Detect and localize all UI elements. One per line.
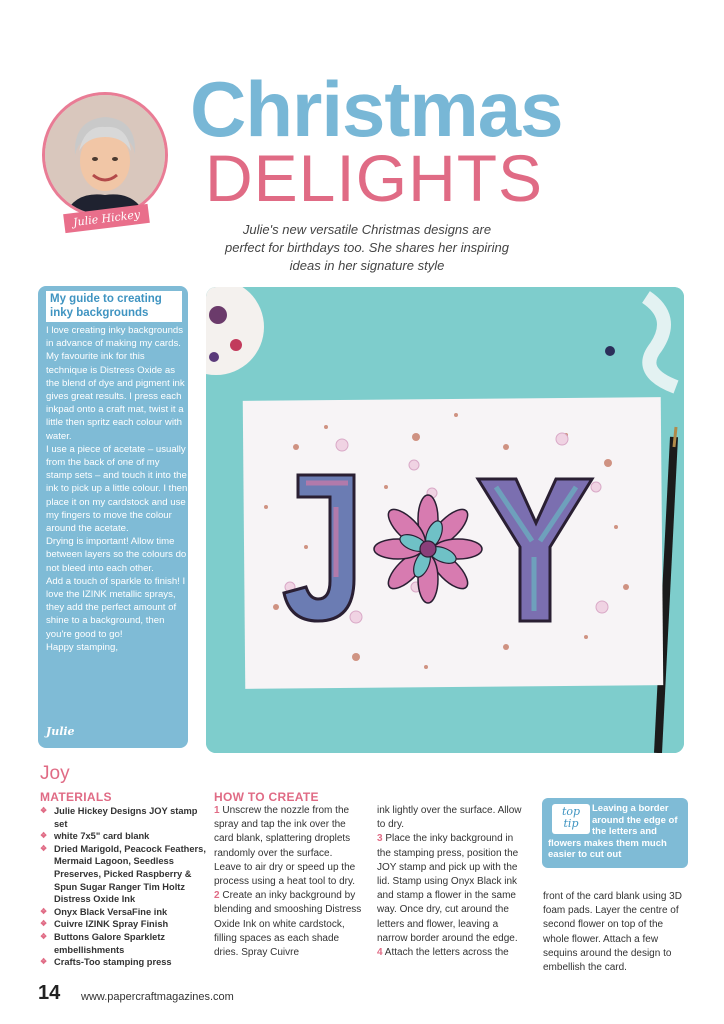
sidebar-paragraph: Happy stamping, (46, 641, 118, 653)
step-text: Create an inky background by blending and smooshing Distress Oxide Ink on white cardstock, filling spaces as each shade dries. Spray Cuivre (214, 890, 362, 959)
materials-list (40, 805, 212, 969)
materials-item: ❖ Dried Marigold, Peacock Feathers, Mermaid Lagoon, Seedless Preserves, Picked Raspberry & Spun Sugar Ranger Tim Holtz Distress Oxide Ink (40, 843, 212, 906)
author-portrait (42, 92, 168, 218)
step-paragraph (377, 946, 523, 960)
materials-item: ❖ Cuivre IZINK Spray Finish (40, 918, 212, 931)
instructions-column-1 (214, 804, 362, 960)
sidebar-paragraph: I use a piece of acetate – usually from the back of one of my stamp sets – and touch it into the ink to pick up a little colour. I then place it on my cardstock and use my fingers to move the colour around the acetate. (46, 443, 188, 535)
author-photo-illustration (45, 95, 165, 215)
top-tip-text: Leaving a border around the edge of the letters and flowers makes them much easier to cut out (548, 803, 678, 861)
step-paragraph (543, 890, 691, 975)
materials-item: ❖ Onyx Black VersaFine ink (40, 906, 212, 919)
instructions-column-3 (543, 890, 691, 975)
step-text: Place the inky background in the stamping press, position the JOY stamp and pick up with the lid. Stamp using Onyx Black ink and stamp a flower in the same way. Once dry, cut around the letters and flower, leaving a narrow border around the edge. (377, 833, 519, 944)
page-title-line1: Christmas (190, 65, 563, 153)
sidebar-signature: Julie (46, 725, 75, 738)
footer-url: www.papercraftmagazines.com (81, 991, 234, 1003)
step-text: front of the card blank using 3D foam pads. Layer the centre of second flower on top of the whole flower. Attach a few sequins around the design to embellish the card. (543, 891, 682, 974)
project-title: Joy (40, 763, 70, 784)
materials-item: ❖ Buttons Galore Sparkletz embellishments (40, 931, 212, 956)
guide-sidebar (38, 286, 188, 748)
card-photo (206, 287, 684, 753)
materials-item: ❖ Julie Hickey Designs JOY stamp set (40, 805, 212, 830)
step-number: 1 (214, 805, 220, 816)
intro-text: Julie's new versatile Christmas designs are perfect for birthdays too. She shares her inspiring ideas in her signature style (225, 222, 509, 273)
step-number: 4 (377, 947, 383, 959)
top-tip-badge-line2: tip (563, 817, 579, 830)
top-tip-badge-line1: top (561, 805, 581, 818)
step-paragraph (377, 832, 523, 946)
step-number: 2 (214, 890, 220, 902)
sidebar-paragraph: I love creating inky backgrounds in advance of making my cards. (46, 325, 184, 350)
sidebar-body (46, 324, 188, 654)
top-tip-box (542, 798, 688, 868)
materials-item: ❖ white 7x5" card blank (40, 830, 212, 843)
top-tip-badge (552, 804, 590, 834)
step-paragraph (377, 804, 523, 832)
sidebar-paragraph: Add a touch of sparkle to finish! I love the IZINK metallic sprays, they add the perfect amount of shine to a background, then you're good to go! (46, 575, 186, 640)
how-to-heading: HOW TO CREATE (214, 790, 319, 804)
sidebar-paragraph: Drying is important! Allow time between layers so the colours do not bleed into each other. (46, 536, 187, 574)
materials-item: ❖ Crafts-Too stamping press (40, 956, 212, 969)
step-paragraph (214, 889, 362, 960)
sidebar-title: My guide to creating inky backgrounds (46, 291, 182, 322)
step-number: 3 (377, 833, 383, 845)
materials-heading: MATERIALS (40, 790, 112, 804)
step-paragraph (214, 804, 362, 889)
page-number: 14 (38, 982, 61, 1004)
step-text: Attach the letters across the (384, 947, 509, 959)
step-text: Unscrew the nozzle from the spray and tap the ink over the card blank, splattering droplets randomly over the surface. Leave to air dry or speed up the process using a heat tool to dry. (214, 805, 356, 888)
sidebar-paragraph: My favourite ink for this technique is Distress Oxide as the blend of dye and pigment ink gives great results. I press each inkpad onto a craft mat, twist it a little then spritz each colour with water. (46, 351, 185, 442)
page-title-line2: DELIGHTS (205, 141, 544, 215)
author-name-tag: Julie Hickey (63, 204, 150, 233)
instructions-column-2 (377, 804, 523, 960)
card-photo-illustration (206, 287, 684, 753)
step-text: ink lightly over the surface. Allow to dry. (377, 805, 522, 831)
